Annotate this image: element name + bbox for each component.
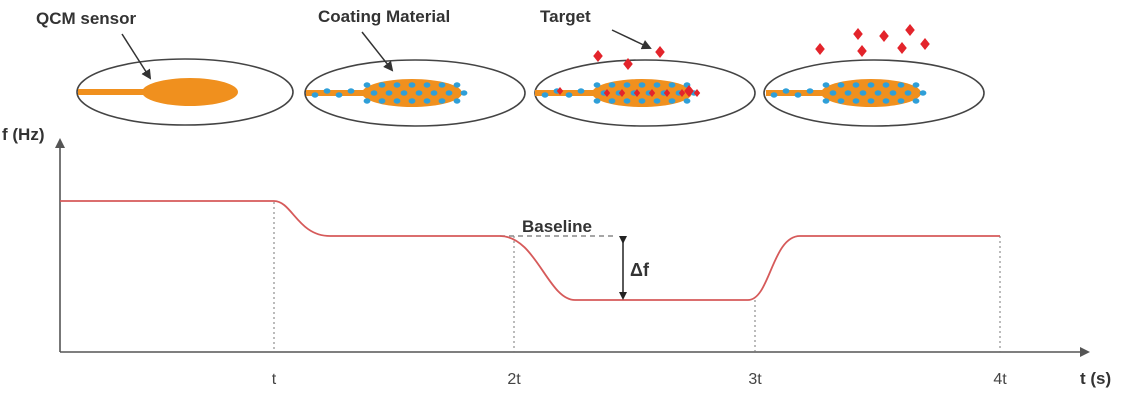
- coating-particle: [845, 90, 852, 95]
- target-molecule: [857, 45, 867, 57]
- coating-particle: [594, 82, 601, 87]
- stage-release: [764, 24, 984, 126]
- frequency-curve: [60, 201, 1000, 300]
- coating-particle: [853, 82, 860, 87]
- coating-particle: [394, 82, 401, 87]
- coating-particle: [542, 92, 549, 97]
- coating-particle: [609, 98, 616, 103]
- coating-particle: [386, 90, 393, 95]
- coating-particle: [654, 82, 661, 87]
- coating-particle: [578, 88, 585, 93]
- target-molecule: [593, 50, 603, 62]
- target-molecule: [815, 43, 825, 55]
- coating-particle: [868, 82, 875, 87]
- coating-particle: [609, 82, 616, 87]
- coating-particle: [868, 98, 875, 103]
- coating-particle: [838, 98, 845, 103]
- coating-particle: [566, 92, 573, 97]
- stage-coating: [305, 7, 525, 126]
- frequency-graph: [2, 125, 1111, 388]
- delta-f-label: Δf: [630, 260, 649, 280]
- coating-particle: [771, 92, 778, 97]
- coating-particle: [364, 82, 371, 87]
- coating-particle: [853, 98, 860, 103]
- coating-particle: [424, 82, 431, 87]
- qcm-sensor-label: QCM sensor: [36, 9, 137, 28]
- coating-particle: [409, 98, 416, 103]
- x-tick-4t: 4t: [993, 371, 1007, 388]
- coating-particle: [431, 90, 438, 95]
- coating-particle: [830, 90, 837, 95]
- coating-particle: [898, 98, 905, 103]
- coating-particle: [439, 98, 446, 103]
- coating-particle: [684, 98, 691, 103]
- x-tick-2t: 2t: [507, 371, 521, 388]
- coating-particle: [795, 92, 802, 97]
- coating-particle: [312, 92, 319, 97]
- coating-particle: [875, 90, 882, 95]
- coating-particle: [823, 98, 830, 103]
- coating-particle: [669, 98, 676, 103]
- coating-particle: [439, 82, 446, 87]
- coating-particle: [883, 98, 890, 103]
- coating-particle: [639, 82, 646, 87]
- coating-particle: [823, 82, 830, 87]
- coating-particle: [336, 92, 343, 97]
- coating-particle: [905, 90, 912, 95]
- coating-particle: [654, 98, 661, 103]
- coating-particle: [639, 98, 646, 103]
- coating-particle: [416, 90, 423, 95]
- coating-particle: [594, 98, 601, 103]
- coating-particle: [669, 82, 676, 87]
- coating-particle: [838, 82, 845, 87]
- coating-particle: [860, 90, 867, 95]
- target-molecule: [879, 30, 889, 42]
- coating-particle: [324, 88, 331, 93]
- target-molecule: [905, 24, 915, 36]
- coating-particle: [379, 82, 386, 87]
- coating-particle: [454, 98, 461, 103]
- released-target-molecules: [815, 24, 930, 57]
- coating-particle: [409, 82, 416, 87]
- target-pointer: [612, 30, 650, 48]
- x-axis-label: t (s): [1080, 369, 1112, 388]
- coating-particle: [883, 82, 890, 87]
- coating-particle: [446, 90, 453, 95]
- stage-target: [535, 7, 755, 126]
- coating-particle: [807, 88, 814, 93]
- coating-particle: [424, 98, 431, 103]
- coating-particle: [913, 98, 920, 103]
- x-tick-3t: 3t: [748, 371, 762, 388]
- target-molecule: [853, 28, 863, 40]
- coating-particle: [461, 90, 468, 95]
- coating-particle: [364, 98, 371, 103]
- target-molecule: [897, 42, 907, 54]
- stage-qcm-sensor: [36, 9, 293, 125]
- target-molecule: [920, 38, 930, 50]
- coating-particle: [920, 90, 927, 95]
- coating-particle: [394, 98, 401, 103]
- target-label: Target: [540, 7, 591, 26]
- coating-particle: [783, 88, 790, 93]
- coating-particle: [624, 82, 631, 87]
- x-tick-t: t: [271, 371, 277, 388]
- coating-particle: [913, 82, 920, 87]
- target-molecule: [655, 46, 665, 58]
- coating-particle: [348, 88, 355, 93]
- coating-particle: [371, 90, 378, 95]
- coating-particle: [401, 90, 408, 95]
- coating-material-label: Coating Material: [318, 7, 451, 26]
- coating-particle: [379, 98, 386, 103]
- baseline-label: Baseline: [522, 217, 592, 236]
- coating-particle: [898, 82, 905, 87]
- coating-particle: [890, 90, 897, 95]
- y-axis-label: f (Hz): [2, 125, 45, 144]
- coating-particle: [624, 98, 631, 103]
- coating-particle: [454, 82, 461, 87]
